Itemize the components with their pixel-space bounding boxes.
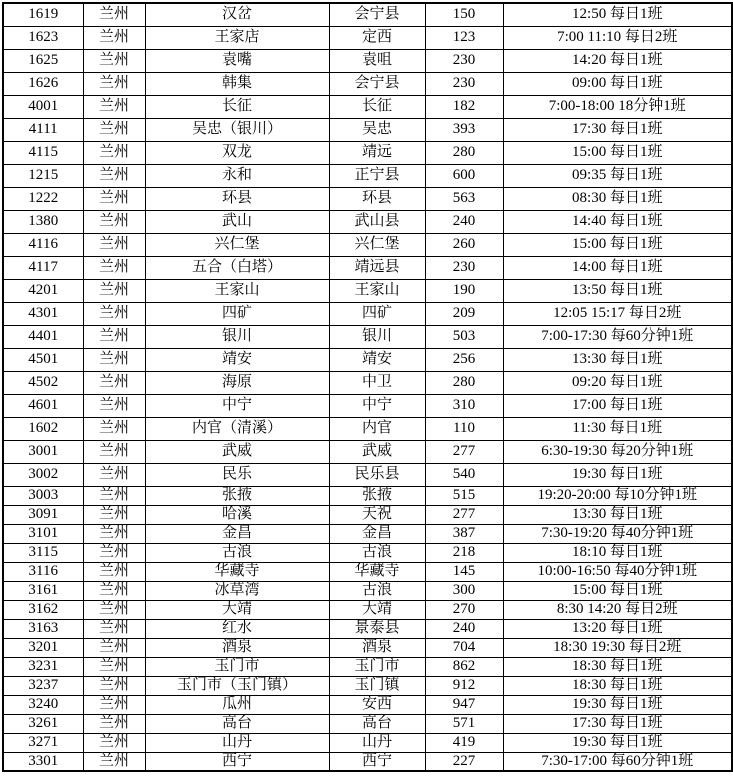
cell-destination: 中卫 [329,371,425,394]
table-row [3,463,732,486]
cell-schedule: 7:30-17:00 每60分钟1班 [503,752,732,771]
cell-destination: 酒泉 [329,638,425,657]
cell-origin: 兰州 [83,233,145,256]
cell-station: 高台 [145,714,329,733]
cell-schedule: 6:30-19:30 每20分钟1班 [503,440,732,463]
table-row [3,543,732,562]
cell-route-number: 3231 [3,657,83,676]
table-row [3,325,732,348]
cell-route-number: 3001 [3,440,83,463]
table-row [3,600,732,619]
cell-station: 武威 [145,440,329,463]
cell-route-number: 4115 [3,141,83,164]
cell-origin: 兰州 [83,638,145,657]
cell-origin: 兰州 [83,72,145,95]
cell-origin: 兰州 [83,348,145,371]
cell-route-number: 1222 [3,187,83,210]
cell-station: 王家山 [145,279,329,302]
cell-schedule: 18:30 每日1班 [503,657,732,676]
cell-schedule: 12:05 15:17 每日2班 [503,302,732,325]
cell-station: 金昌 [145,524,329,543]
cell-destination: 靖远 [329,141,425,164]
cell-route-number: 4401 [3,325,83,348]
cell-schedule: 15:00 每日1班 [503,233,732,256]
cell-distance: 270 [425,600,503,619]
cell-route-number: 4301 [3,302,83,325]
table-row [3,440,732,463]
cell-distance: 515 [425,486,503,505]
cell-destination: 安西 [329,695,425,714]
cell-schedule: 10:00-16:50 每40分钟1班 [503,562,732,581]
cell-origin: 兰州 [83,463,145,486]
cell-station: 银川 [145,325,329,348]
cell-station: 永和 [145,164,329,187]
cell-destination: 袁咀 [329,49,425,72]
cell-station: 大靖 [145,600,329,619]
cell-route-number: 1380 [3,210,83,233]
cell-origin: 兰州 [83,279,145,302]
cell-schedule: 14:40 每日1班 [503,210,732,233]
cell-route-number: 3116 [3,562,83,581]
cell-origin: 兰州 [83,118,145,141]
cell-destination: 长征 [329,95,425,118]
cell-distance: 230 [425,256,503,279]
cell-origin: 兰州 [83,543,145,562]
cell-route-number: 1619 [3,3,83,26]
table-row [3,752,732,771]
cell-destination: 四矿 [329,302,425,325]
cell-origin: 兰州 [83,210,145,233]
cell-station: 红水 [145,619,329,638]
cell-distance: 240 [425,210,503,233]
cell-distance: 260 [425,233,503,256]
table-row [3,581,732,600]
cell-origin: 兰州 [83,95,145,118]
cell-destination: 大靖 [329,600,425,619]
cell-station: 内官（清溪） [145,417,329,440]
cell-destination: 吴忠 [329,118,425,141]
cell-route-number: 4116 [3,233,83,256]
cell-origin: 兰州 [83,302,145,325]
cell-schedule: 15:00 每日1班 [503,141,732,164]
cell-origin: 兰州 [83,562,145,581]
cell-distance: 230 [425,72,503,95]
cell-station: 民乐 [145,463,329,486]
cell-route-number: 3240 [3,695,83,714]
cell-station: 韩集 [145,72,329,95]
cell-origin: 兰州 [83,440,145,463]
cell-schedule: 19:30 每日1班 [503,695,732,714]
cell-destination: 西宁 [329,752,425,771]
cell-distance: 277 [425,440,503,463]
cell-route-number: 1626 [3,72,83,95]
cell-destination: 玉门镇 [329,676,425,695]
cell-route-number: 3003 [3,486,83,505]
cell-schedule: 18:10 每日1班 [503,543,732,562]
table-row [3,417,732,440]
cell-distance: 947 [425,695,503,714]
table-row [3,302,732,325]
cell-origin: 兰州 [83,164,145,187]
cell-station: 玉门市（玉门镇） [145,676,329,695]
cell-schedule: 7:00 11:10 每日2班 [503,26,732,49]
cell-schedule: 7:30-19:20 每40分钟1班 [503,524,732,543]
table-row [3,72,732,95]
table-row [3,187,732,210]
cell-station: 双龙 [145,141,329,164]
cell-distance: 387 [425,524,503,543]
cell-station: 瓜州 [145,695,329,714]
cell-destination: 环县 [329,187,425,210]
cell-origin: 兰州 [83,141,145,164]
cell-schedule: 19:30 每日1班 [503,733,732,752]
cell-route-number: 3161 [3,581,83,600]
cell-station: 四矿 [145,302,329,325]
cell-route-number: 1623 [3,26,83,49]
cell-origin: 兰州 [83,524,145,543]
cell-distance: 310 [425,394,503,417]
cell-distance: 419 [425,733,503,752]
cell-destination: 金昌 [329,524,425,543]
cell-route-number: 4201 [3,279,83,302]
cell-station: 环县 [145,187,329,210]
cell-schedule: 13:30 每日1班 [503,505,732,524]
table-row [3,486,732,505]
cell-schedule: 19:20-20:00 每10分钟1班 [503,486,732,505]
cell-origin: 兰州 [83,714,145,733]
cell-distance: 150 [425,3,503,26]
cell-destination: 武威 [329,440,425,463]
cell-destination: 华藏寺 [329,562,425,581]
cell-origin: 兰州 [83,505,145,524]
cell-schedule: 17:00 每日1班 [503,394,732,417]
cell-destination: 武山县 [329,210,425,233]
cell-station: 武山 [145,210,329,233]
cell-origin: 兰州 [83,3,145,26]
cell-destination: 会宁县 [329,72,425,95]
cell-distance: 540 [425,463,503,486]
cell-distance: 571 [425,714,503,733]
cell-origin: 兰州 [83,619,145,638]
cell-station: 汉岔 [145,3,329,26]
table-row [3,95,732,118]
cell-station: 长征 [145,95,329,118]
cell-schedule: 18:30 19:30 每日2班 [503,638,732,657]
schedule-table-body [3,3,732,771]
cell-station: 吴忠（银川） [145,118,329,141]
cell-distance: 190 [425,279,503,302]
cell-station: 五合（白塔） [145,256,329,279]
cell-destination: 山丹 [329,733,425,752]
cell-destination: 靖远县 [329,256,425,279]
cell-station: 兴仁堡 [145,233,329,256]
cell-route-number: 4502 [3,371,83,394]
cell-destination: 张掖 [329,486,425,505]
cell-route-number: 3271 [3,733,83,752]
cell-schedule: 12:50 每日1班 [503,3,732,26]
table-row [3,695,732,714]
cell-schedule: 09:35 每日1班 [503,164,732,187]
cell-origin: 兰州 [83,676,145,695]
cell-station: 王家店 [145,26,329,49]
cell-destination: 正宁县 [329,164,425,187]
cell-route-number: 4117 [3,256,83,279]
table-row [3,733,732,752]
cell-distance: 110 [425,417,503,440]
cell-distance: 240 [425,619,503,638]
cell-schedule: 17:30 每日1班 [503,714,732,733]
table-row [3,562,732,581]
table-row [3,118,732,141]
cell-destination: 玉门市 [329,657,425,676]
cell-origin: 兰州 [83,600,145,619]
cell-destination: 兴仁堡 [329,233,425,256]
cell-destination: 古浪 [329,581,425,600]
cell-distance: 123 [425,26,503,49]
cell-origin: 兰州 [83,581,145,600]
cell-route-number: 3301 [3,752,83,771]
cell-station: 张掖 [145,486,329,505]
table-row [3,505,732,524]
cell-destination: 靖安 [329,348,425,371]
cell-origin: 兰州 [83,695,145,714]
cell-destination: 高台 [329,714,425,733]
cell-schedule: 15:00 每日1班 [503,581,732,600]
cell-distance: 393 [425,118,503,141]
cell-origin: 兰州 [83,417,145,440]
table-row [3,638,732,657]
cell-destination: 景泰县 [329,619,425,638]
cell-station: 酒泉 [145,638,329,657]
cell-route-number: 1625 [3,49,83,72]
cell-route-number: 3163 [3,619,83,638]
cell-station: 山丹 [145,733,329,752]
cell-destination: 中宁 [329,394,425,417]
cell-route-number: 1602 [3,417,83,440]
cell-origin: 兰州 [83,256,145,279]
cell-origin: 兰州 [83,733,145,752]
cell-route-number: 3091 [3,505,83,524]
bus-schedule-table [2,2,733,772]
cell-schedule: 13:20 每日1班 [503,619,732,638]
cell-station: 中宁 [145,394,329,417]
cell-route-number: 4001 [3,95,83,118]
cell-distance: 704 [425,638,503,657]
table-row [3,49,732,72]
cell-station: 靖安 [145,348,329,371]
table-row [3,524,732,543]
cell-station: 海原 [145,371,329,394]
table-row [3,279,732,302]
cell-schedule: 14:20 每日1班 [503,49,732,72]
cell-destination: 会宁县 [329,3,425,26]
table-row [3,233,732,256]
cell-schedule: 18:30 每日1班 [503,676,732,695]
cell-destination: 银川 [329,325,425,348]
cell-route-number: 3237 [3,676,83,695]
table-row [3,371,732,394]
cell-schedule: 7:00-18:00 18分钟1班 [503,95,732,118]
cell-station: 西宁 [145,752,329,771]
table-row [3,210,732,233]
cell-schedule: 19:30 每日1班 [503,463,732,486]
cell-schedule: 09:00 每日1班 [503,72,732,95]
cell-schedule: 17:30 每日1班 [503,118,732,141]
table-row [3,619,732,638]
cell-route-number: 3201 [3,638,83,657]
cell-origin: 兰州 [83,26,145,49]
cell-station: 冰草湾 [145,581,329,600]
cell-distance: 230 [425,49,503,72]
cell-destination: 古浪 [329,543,425,562]
table-row [3,348,732,371]
cell-distance: 912 [425,676,503,695]
cell-route-number: 3101 [3,524,83,543]
cell-distance: 862 [425,657,503,676]
cell-origin: 兰州 [83,49,145,72]
cell-distance: 209 [425,302,503,325]
cell-distance: 300 [425,581,503,600]
cell-origin: 兰州 [83,486,145,505]
table-row [3,394,732,417]
cell-origin: 兰州 [83,371,145,394]
table-row [3,714,732,733]
cell-schedule: 14:00 每日1班 [503,256,732,279]
cell-station: 袁嘴 [145,49,329,72]
cell-distance: 218 [425,543,503,562]
cell-station: 哈溪 [145,505,329,524]
cell-distance: 503 [425,325,503,348]
cell-route-number: 3261 [3,714,83,733]
cell-schedule: 8:30 14:20 每日2班 [503,600,732,619]
cell-distance: 256 [425,348,503,371]
table-row [3,676,732,695]
cell-distance: 145 [425,562,503,581]
cell-destination: 定西 [329,26,425,49]
cell-distance: 227 [425,752,503,771]
cell-schedule: 11:30 每日1班 [503,417,732,440]
cell-station: 玉门市 [145,657,329,676]
cell-origin: 兰州 [83,657,145,676]
cell-destination: 王家山 [329,279,425,302]
cell-route-number: 1215 [3,164,83,187]
cell-schedule: 08:30 每日1班 [503,187,732,210]
cell-schedule: 13:50 每日1班 [503,279,732,302]
cell-schedule: 13:30 每日1班 [503,348,732,371]
table-row [3,657,732,676]
cell-route-number: 4501 [3,348,83,371]
table-row [3,256,732,279]
cell-distance: 600 [425,164,503,187]
cell-origin: 兰州 [83,187,145,210]
cell-destination: 内官 [329,417,425,440]
cell-route-number: 3162 [3,600,83,619]
cell-schedule: 09:20 每日1班 [503,371,732,394]
cell-distance: 182 [425,95,503,118]
table-row [3,3,732,26]
cell-schedule: 7:00-17:30 每60分钟1班 [503,325,732,348]
table-row [3,141,732,164]
cell-destination: 民乐县 [329,463,425,486]
table-row [3,164,732,187]
cell-origin: 兰州 [83,394,145,417]
cell-origin: 兰州 [83,752,145,771]
cell-station: 华藏寺 [145,562,329,581]
cell-destination: 天祝 [329,505,425,524]
table-row [3,26,732,49]
cell-route-number: 4111 [3,118,83,141]
cell-route-number: 4601 [3,394,83,417]
cell-distance: 277 [425,505,503,524]
cell-distance: 563 [425,187,503,210]
cell-station: 古浪 [145,543,329,562]
cell-route-number: 3115 [3,543,83,562]
cell-distance: 280 [425,371,503,394]
cell-origin: 兰州 [83,325,145,348]
cell-route-number: 3002 [3,463,83,486]
cell-distance: 280 [425,141,503,164]
